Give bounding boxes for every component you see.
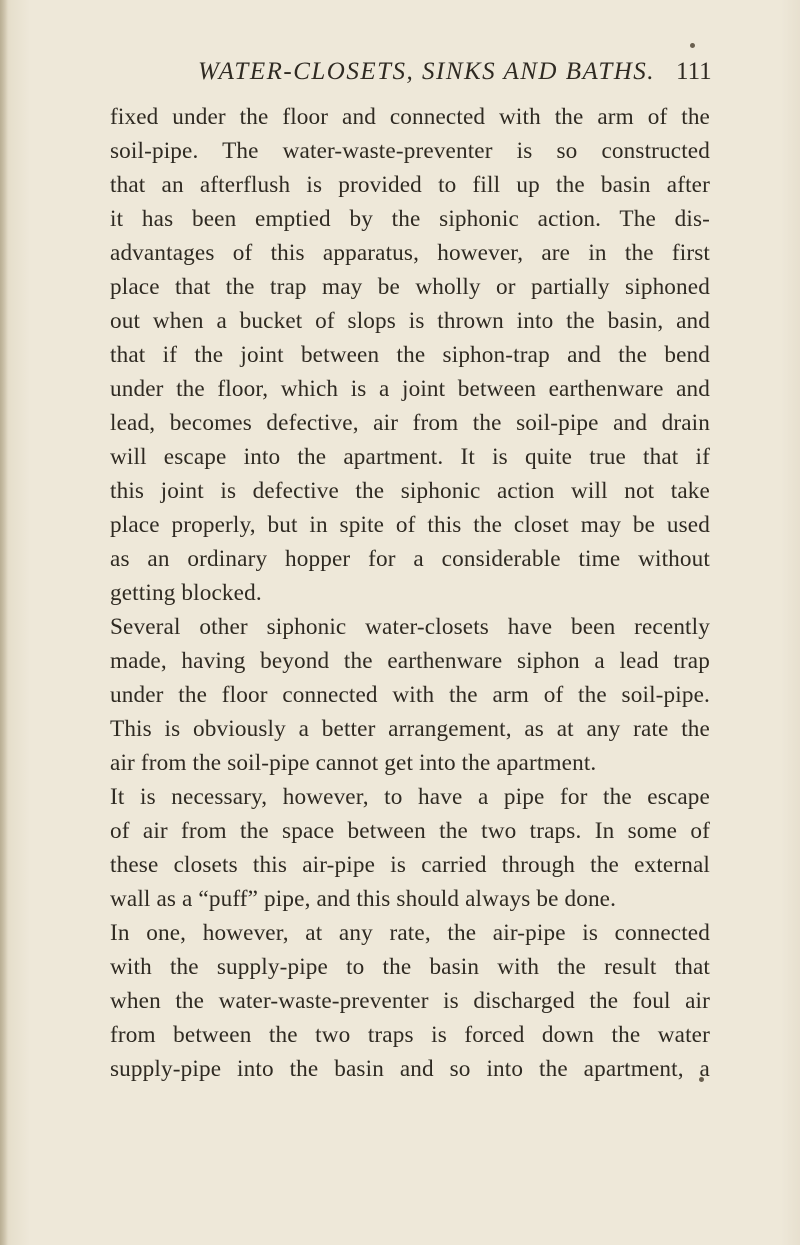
text-line: that an afterflush is provided to fill up the basin after — [110, 172, 710, 198]
text-line: when the water-waste-preventer is discharged the foul air — [110, 988, 710, 1014]
text-line: wall as a “puff” pipe, and this should always be done. — [110, 886, 617, 912]
text-line: advantages of this apparatus, however, are in the first — [110, 240, 710, 266]
text-line: out when a bucket of slops is thrown into the basin, and — [110, 308, 710, 334]
text-line: that if the joint between the siphon-trap and the bend — [110, 342, 710, 368]
text-line: Several other siphonic water-closets have been recently — [110, 614, 710, 640]
text-line: these closets this air-pipe is carried through the external — [110, 852, 710, 878]
text-line: In one, however, at any rate, the air-pipe is connected — [110, 920, 710, 946]
page-number: 111 — [676, 58, 712, 85]
text-line: soil-pipe. The water-waste-preventer is so constructed — [110, 138, 710, 164]
text-line: as an ordinary hopper for a considerable time without — [110, 546, 710, 572]
text-line: made, having beyond the earthenware siphon a lead trap — [110, 648, 710, 674]
text-line: supply-pipe into the basin and so into the apartment, a — [110, 1056, 710, 1082]
text-line: with the supply-pipe to the basin with the result that — [110, 954, 710, 980]
text-line: getting blocked. — [110, 580, 262, 606]
text-line: place properly, but in spite of this the closet may be used — [110, 512, 710, 538]
text-line: will escape into the apartment. It is quite true that if — [110, 444, 710, 470]
text-line: air from the soil-pipe cannot get into the apartment. — [110, 750, 597, 776]
text-line: this joint is defective the siphonic action will not take — [110, 478, 710, 504]
text-line: under the floor, which is a joint between earthenware and — [110, 376, 710, 402]
print-speck — [690, 43, 695, 48]
text-line: place that the trap may be wholly or partially siphoned — [110, 274, 710, 300]
spine-shadow — [0, 0, 8, 1245]
text-line: under the floor connected with the arm of the soil-pipe. — [110, 682, 710, 708]
running-head: WATER-CLOSETS, SINKS AND BATHS. — [198, 58, 656, 85]
text-line: lead, becomes defective, air from the soil-pipe and drain — [110, 410, 710, 436]
text-line: from between the two traps is forced down the water — [110, 1022, 710, 1048]
text-line: It is necessary, however, to have a pipe for the escape — [110, 784, 710, 810]
text-line: of air from the space between the two traps. In some of — [110, 818, 710, 844]
text-line: This is obviously a better arrangement, as at any rate the — [110, 716, 710, 742]
text-line: fixed under the floor and connected with the arm of the — [110, 104, 710, 130]
text-line: it has been emptied by the siphonic action. The dis- — [110, 206, 710, 232]
page-header — [0, 58, 800, 92]
